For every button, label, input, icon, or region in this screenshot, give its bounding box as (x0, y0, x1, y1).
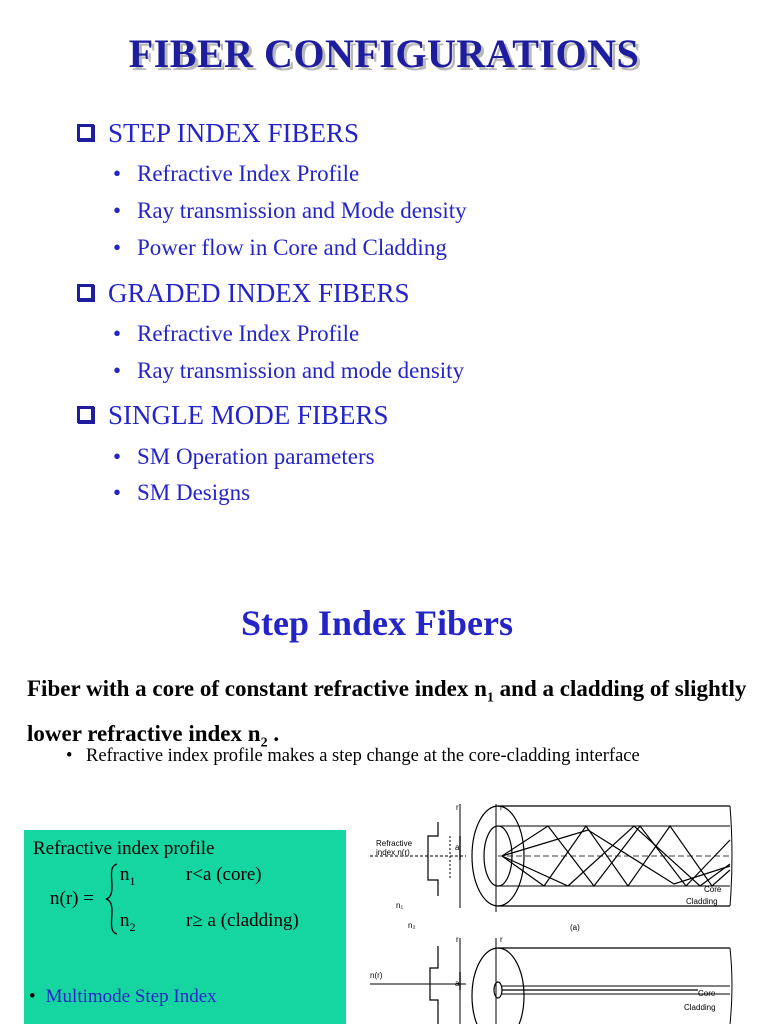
refractive-profile-box (24, 830, 346, 1024)
bullet-icon: • (113, 480, 122, 505)
svg-text:r: r (500, 935, 503, 944)
checkbox-bullet-icon (77, 124, 94, 141)
svg-text:a: a (455, 979, 460, 988)
list-item: • Refractive Index Profile (113, 321, 360, 346)
brace-icon (104, 863, 120, 935)
profile-note: • Refractive index profile makes a step change at the core-cladding interface (66, 746, 640, 766)
equation-lhs: n(r) = (50, 888, 94, 909)
n2-label: n₂ (408, 921, 416, 930)
step-index-figure (368, 800, 738, 1024)
section-graded-index (77, 278, 410, 309)
bullet-icon: • (113, 198, 122, 223)
svg-text:r: r (500, 803, 503, 812)
nr-label: n(r) (370, 971, 383, 980)
svg-text:Cladding: Cladding (684, 1003, 716, 1012)
list-item: • Ray transmission and Mode density (113, 198, 467, 223)
profile-box-title: Refractive index profile (33, 838, 215, 859)
svg-text:Core: Core (698, 989, 716, 998)
core-label: Core (704, 885, 722, 894)
bullet-icon: • (113, 444, 122, 469)
a-label: a (455, 843, 460, 852)
refractive-label-1: Refractive (376, 839, 413, 848)
section-single-mode (77, 400, 389, 431)
bullet-icon: • (113, 161, 122, 186)
equation-cond-cladding: r≥ a (cladding) (186, 910, 299, 931)
section-heading: Step Index Fibers (240, 603, 514, 643)
definition-paragraph: Fiber with a core of constant refractive index $n_1$ and a cladding of slightly lower refractive index $n_2$ . (27, 676, 747, 751)
list-item: • SM Operation parameters (113, 444, 375, 469)
equation-row-core: $n_1$ (120, 864, 136, 888)
checkbox-bullet-icon (77, 406, 94, 423)
section-label: GRADED INDEX FIBERS (108, 278, 410, 308)
section-label: SINGLE MODE FIBERS (108, 400, 389, 430)
cladding-label: Cladding (686, 897, 718, 906)
bullet-icon: • (113, 321, 122, 346)
checkbox-bullet-icon (77, 284, 94, 301)
equation-row-cladding: $n_2$ (120, 910, 136, 934)
multimode-step-index-link[interactable]: • Multimode Step Index (29, 986, 217, 1007)
svg-text:r: r (456, 935, 459, 944)
slide-title: FIBER CONFIGURATIONS (128, 31, 640, 76)
list-item: • Ray transmission and mode density (113, 358, 465, 383)
caption-a: (a) (570, 923, 580, 932)
section-label: STEP INDEX FIBERS (108, 118, 360, 148)
refractive-label-2: index n(r) (376, 848, 410, 857)
bullet-icon: • (66, 746, 73, 766)
section-step-index (77, 118, 359, 149)
bullet-icon: • (113, 235, 122, 260)
n1-label: n₁ (396, 901, 404, 910)
equation-cond-core: r<a (core) (186, 864, 262, 885)
list-item: • SM Designs (113, 480, 251, 505)
list-item: • Power flow in Core and Cladding (113, 235, 447, 260)
bullet-icon: • (113, 358, 122, 383)
list-item: • Refractive Index Profile (113, 161, 360, 186)
step-profile-a (428, 822, 438, 896)
bullet-icon: • (29, 986, 36, 1007)
r-axis-label: r (456, 803, 459, 812)
